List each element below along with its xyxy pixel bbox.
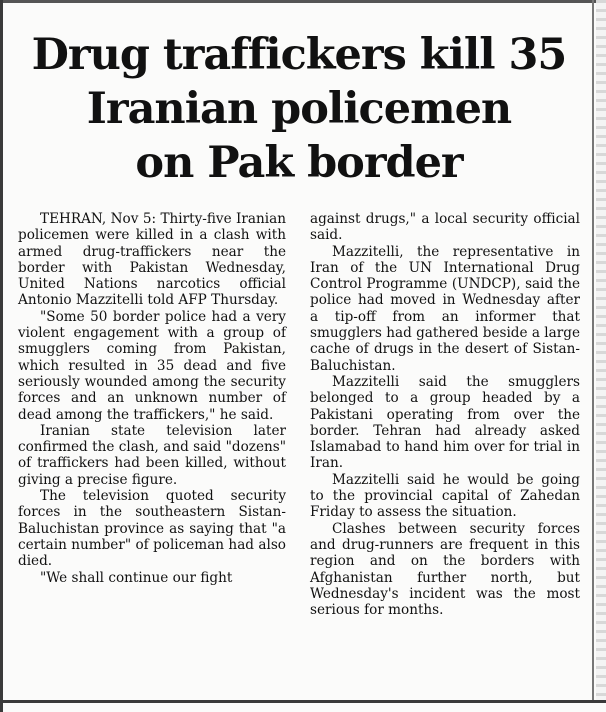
- article-column-left: [18, 211, 286, 586]
- paragraph-quote-border-police: "Some 50 border police had a very violent engagement with a group of smugglers coming from Pakistan, which resulted in 35 dead and five seriously wounded among the security forces and an unknown number of dead among the traffickers," he said.: [18, 308, 286, 423]
- paragraph-state-television: Iranian state television later confirmed the clash, and said "dozens" of traffickers had been killed, without giving a precise figure.: [18, 422, 286, 488]
- headline-line-1: Drug traffickers kill 35: [31, 30, 567, 80]
- clipping-bottom-edge: [0, 700, 606, 703]
- paragraph-continued-quote: against drugs," a local security official said.: [310, 211, 580, 244]
- paragraph-dateline-lead: TEHRAN, Nov 5: Thirty-five Iranian policemen were killed in a clash with armed drug-traffickers near the border with Pakistan Wednesday, United Nations narcotics official Antonio Mazzitelli told AFP Thursday.: [18, 211, 286, 309]
- paragraph-frequent-clashes: Clashes between security forces and drug-runners are frequent in this region and on the borders with Afghanistan further north, but Wednesday's incident was the most serious for months.: [310, 520, 580, 619]
- paragraph-zahedan-visit: Mazzitelli said he would be going to the provincial capital of Zahedan Friday to assess the situation.: [310, 471, 580, 521]
- paragraph-security-forces: The television quoted security forces in the southeastern Sistan-Baluchistan province as saying that "a certain number" of policeman had also died.: [18, 488, 286, 570]
- adjacent-column-fragment: [596, 0, 606, 700]
- paragraph-undcp-representative: Mazzitelli, the representative in Iran of the UN International Drug Control Programme (UNDCP), said the police had moved in Wednesday after a tip-off from an informer that smugglers had gathered beside a large cache of drugs in the desert of Sistan-Baluchistan.: [310, 243, 580, 374]
- article-column-right: [310, 211, 580, 618]
- paragraph-pakistani-group: Mazzitelli said the smugglers belonged to a group headed by a Pakistani operating from over the border. Tehran had already asked Islamabad to hand him over for trial in Iran.: [310, 373, 580, 472]
- clipping-top-edge: [0, 0, 606, 3]
- article-headline: [6, 28, 592, 190]
- headline-line-2: Iranian policemen: [86, 84, 512, 134]
- clipping-right-edge: [592, 0, 594, 700]
- headline-line-3: on Pak border: [135, 138, 463, 188]
- paragraph-continue-fight: "We shall continue our fight: [40, 569, 233, 586]
- clipping-left-edge: [0, 0, 3, 712]
